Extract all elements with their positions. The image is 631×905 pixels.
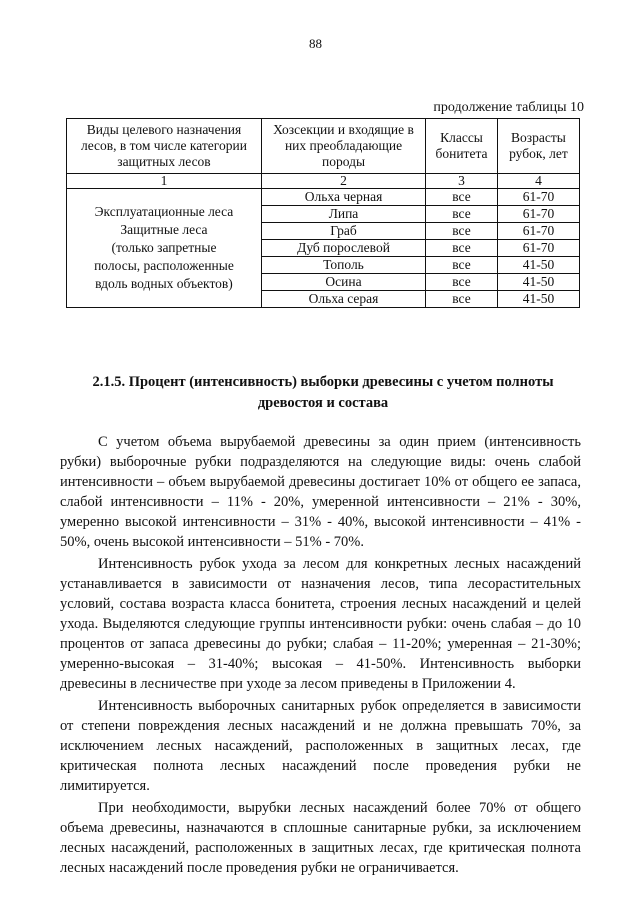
bonitet-cell: все [426,274,498,291]
category-line: полосы, расположенные [94,258,234,273]
species-cell: Ольха серая [261,291,425,308]
page-number: 88 [309,36,322,51]
bonitet-cell: все [426,257,498,274]
column-number-row [67,174,580,189]
age-cell: 41-50 [497,257,579,274]
forest-table [66,118,580,308]
age-cell: 61-70 [497,223,579,240]
species-cell: Ольха черная [261,189,425,206]
bonitet-cell: все [426,206,498,223]
bonitet-cell: все [426,240,498,257]
paragraph: При необходимости, вырубки лесных насаждений более 70% от общего объема древесины, назначаются в сплошные санитарные рубки, за исключением лесных насаждений, расположенных в защитных лесах, где критическая полнота лесных насаждений после проведения рубки не ограничивается. [60,800,581,876]
header-forest-purpose: Виды целевого назначения лесов, в том числе категории защитных лесов [67,119,262,174]
column-number: 1 [67,174,262,189]
column-number: 3 [426,174,498,189]
species-cell: Граб [261,223,425,240]
column-number: 4 [497,174,579,189]
forest-category-cell [67,189,262,308]
body-text [60,432,581,880]
species-cell: Липа [261,206,425,223]
table-header-row [67,119,580,174]
paragraph: Интенсивность выборочных санитарных рубок определяется в зависимости от степени повреждения лесных насаждений и не должна превышать 70%, за исключением лесных насаждений, расположенных в защитных лесах, где критическая полнота лесных насаждений после проведения рубки не лимитируется. [60,698,581,794]
age-cell: 61-70 [497,206,579,223]
header-age: Возрасты рубок, лет [497,119,579,174]
category-line: вдоль водных объектов) [95,276,233,291]
table-row [67,189,580,206]
bonitet-cell: все [426,223,498,240]
table-continuation-caption: продолжение таблицы 10 [433,100,584,115]
category-line: Защитные леса [120,222,208,237]
column-number: 2 [261,174,425,189]
species-cell: Тополь [261,257,425,274]
bonitet-cell: все [426,189,498,206]
paragraph: С учетом объема вырубаемой древесины за один прием (интенсивность рубки) выборочные рубки подразделяются на следующие виды: очень слабой интенсивности – объем вырубаемой древесины достигает 10% от общего ее запаса, слабой интенсивности – 11% - 20%, умеренной интенсивности – 21% - 30%, умеренно высокой интенсивности – 31% - 40%, высокой интенсивности – 41% - 50%, очень высокой интенсивности – 51% - 70%. [60,434,581,550]
bonitet-cell: все [426,291,498,308]
species-cell: Дуб порослевой [261,240,425,257]
header-species: Хозсекции и входящие в них преобладающие породы [261,119,425,174]
age-cell: 61-70 [497,240,579,257]
header-bonitet: Классы бонитета [426,119,498,174]
species-cell: Осина [261,274,425,291]
section-heading: 2.1.5. Процент (интенсивность) выборки древесины с учетом полноты древостоя и состава [92,374,554,411]
paragraph: Интенсивность рубок ухода за лесом для конкретных лесных насаждений устанавливается в зависимости от назначения лесов, типа лесорастительных условий, состава возраста класса бонитета, строения лесных насаждений и целей ухода. Выделяются следующие группы интенсивности рубки: очень слабая – до 10 процентов от запаса древесины до рубки; слабая – 11-20%; умеренная – 21-30%; умеренно-высокая – 31-40%; высокая – 41-50%. Интенсивность выборки древесины в лесничестве при уходе за лесом приведены в Приложении 4. [60,556,581,692]
category-line: (только запретные [111,240,217,255]
category-line: Эксплуатационные леса [94,204,234,219]
age-cell: 41-50 [497,291,579,308]
age-cell: 61-70 [497,189,579,206]
age-cell: 41-50 [497,274,579,291]
